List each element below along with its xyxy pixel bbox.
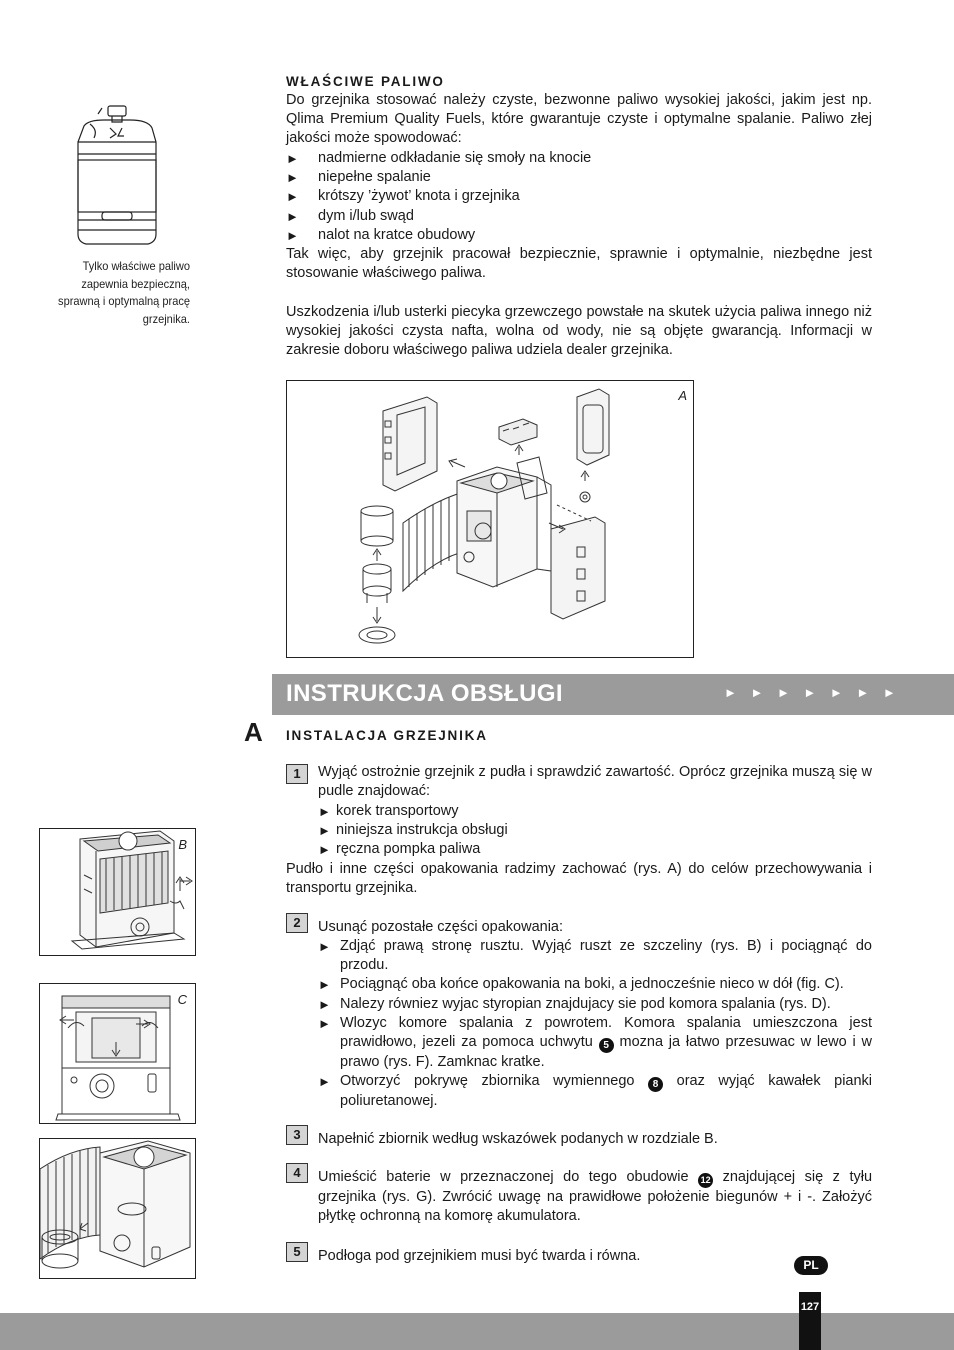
combustion-chamber-removal-diagram-icon [40,1139,195,1278]
section-letter: A [244,717,263,747]
step-1-after: Pudło i inne części opakowania radzimy zachować (rys. A) do celów przechowywania i transportu grzejnika. [286,861,872,897]
bullet-arrow-icon: ► [286,151,299,166]
step-number-2: 2 [286,913,308,933]
figure-b [39,828,196,956]
part-ref-badge: 8 [648,1077,663,1092]
list-item: ► krótszy ’żywot’ knota i grzejnika [286,187,872,206]
fuel-canister-icon [70,104,165,248]
step-number-4: 4 [286,1163,308,1183]
figure-c [39,983,196,1124]
bullet-arrow-icon: ► [318,939,331,954]
bullet-arrow-icon: ► [318,804,331,819]
list-item: ► dym i/lub swąd [286,207,872,226]
fuel-heading: WŁAŚCIWE PALIWO [286,74,445,89]
grille-removal-diagram-icon [40,829,195,955]
fuel-bullet-list [286,149,872,245]
bullet-arrow-icon: ► [318,1015,331,1031]
fuel-outro: Tak więc, aby grzejnik pracował bezpiecznie, sprawnie i optymalnie, niezbędne jest stosowanie właściwego paliwa. [286,246,872,282]
part-ref-badge: 5 [599,1038,614,1053]
fuel-warranty: Uszkodzenia i/lub usterki piecyka grzewczego powstałe na skutek użycia paliwa innego niż wysokiej jakości czysta nafta, wolna od wody, nie są objęte gwarancją. Informacji w zakresie doboru właściwego paliwa udziela dealer grzejnika. [286,304,872,359]
step-number-5: 5 [286,1242,308,1262]
bullet-arrow-icon: ► [286,208,299,224]
language-badge: PL [794,1256,828,1275]
list-item: ► Otworzyć pokrywę zbiornika wymiennego 8 oraz wyjąć kawałek pianki poliuretanowej. [318,1072,872,1111]
list-item: ► ręczna pompka paliwa [318,840,872,859]
step-3-text: Napełnić zbiornik według wskazówek podanych w rozdziale B. [318,1131,718,1147]
step-1-list [318,802,872,860]
list-item: ► Pociągnąć oba końce opakowania na boki, a jednocześnie nieco w dół (fig. C). [318,975,872,994]
figure-d [39,1138,196,1279]
list-item: ► nalot na kratce obudowy [286,226,872,245]
list-item: ► nadmierne odkładanie się smoły na knocie [286,149,872,168]
list-item: ► Wlozyc komore spalania z powrotem. Komora spalania umieszczona jest prawidłowo, jezeli za pomoca uchwytu 5 mozna ja łatwo przesuwac w lewo i w prawo (rys. F). Zamknac kratke. [318,1014,872,1072]
figure-a-label: A [678,388,687,403]
bullet-arrow-icon: ► [318,977,331,993]
step-4-text: Umieścić baterie w przeznaczonej do tego obudowie 12 znajdującej się z tyłu grzejnika (rys. G). Zwrócić uwagę na prawidłowe położenie biegunów + i -. Założyć płytkę ochronną na komorę akumulatora. [318,1169,873,1225]
step-2-text: Usunąć pozostałe części opakowania: [318,919,564,935]
section-heading: INSTALACJA GRZEJNIKA [286,728,488,743]
bullet-arrow-icon: ► [318,996,331,1012]
bullet-arrow-icon: ► [286,227,299,243]
step-1-text: Wyjąć ostrożnie grzejnik z pudła i sprawdzić zawartość. Oprócz grzejnika muszą się w pudle znajdować: [318,764,872,800]
step-number-3: 3 [286,1125,308,1145]
step-number-1: 1 [286,764,308,784]
fuel-intro: Do grzejnika stosować należy czyste, bezwonne paliwo wysokiej jakości, jakim jest np. Qlima Premium Quality Fuels, które gwarantuje czyste i optymalne spalanie. Paliwo złej jakości może spowodować: [286,92,872,147]
packaging-removal-diagram-icon [40,984,195,1123]
banner-title: INSTRUKCJA OBSŁUGI [286,680,563,707]
figure-b-label: B [178,837,187,852]
banner-arrows-icon: ► ► ► ► ► ► ► [724,685,899,700]
instructions-banner [272,674,954,715]
bullet-arrow-icon: ► [318,823,331,839]
bullet-arrow-icon: ► [318,1074,331,1090]
bullet-arrow-icon: ► [286,170,299,186]
page-number: 127 [800,1301,820,1313]
step-2-list [318,937,872,1111]
part-ref-badge: 12 [698,1173,713,1188]
bullet-arrow-icon: ► [318,842,331,858]
exploded-heater-diagram-icon [287,381,693,657]
list-item: ► niepełne spalanie [286,168,872,187]
list-item: ► niniejsza instrukcja obsługi [318,821,872,840]
figure-a [286,380,694,658]
list-item: ► Zdjąć prawą stronę rusztu. Wyjąć ruszt ze szczeliny (rys. B) i pociągnąć do przodu. [318,937,872,975]
list-item: ► Nalezy równiez wyjac styropian znajdujacy sie pod komora spalania (rys. D). [318,995,872,1014]
step-5-text: Podłoga pod grzejnikiem musi być twarda i równa. [318,1248,641,1264]
bullet-arrow-icon: ► [286,189,299,205]
canister-caption: Tylko właściwe paliwo zapewnia bezpieczną, sprawną i optymalną pracę grzejnika. [58,259,190,326]
page-number-tab [799,1292,821,1350]
list-item: ► korek transportowy [318,802,872,821]
fuel-canister-illustration [70,104,165,248]
figure-c-label: C [177,992,187,1007]
